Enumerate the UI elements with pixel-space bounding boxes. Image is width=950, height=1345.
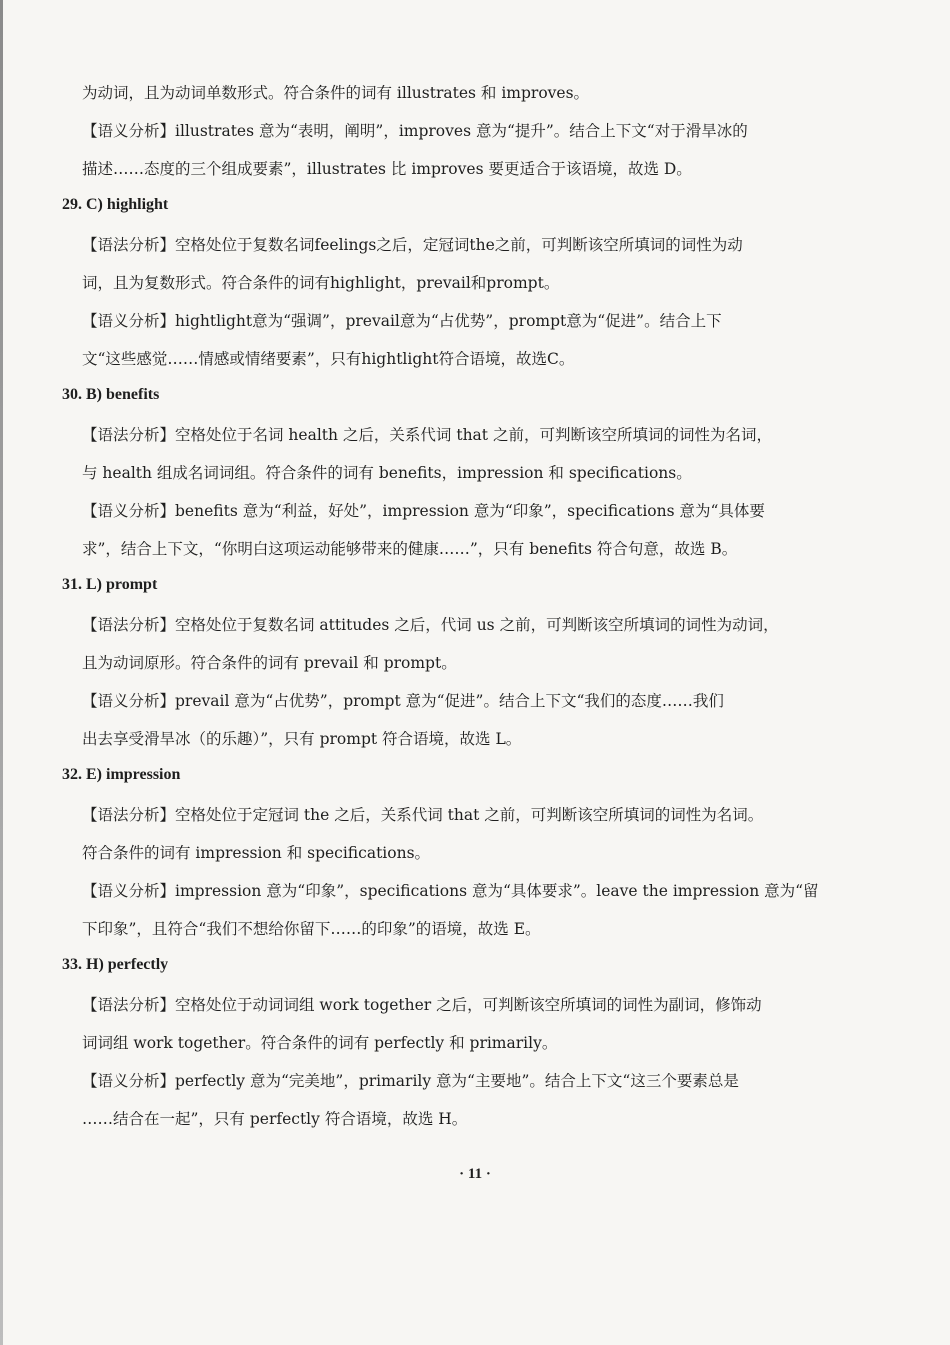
text-line: 【语法分析】空格处位于复数名词feelings之后，定冠词the之前，可判断该空所填词的词性为动 xyxy=(82,236,743,254)
text-line: 【语法分析】空格处位于定冠词 the 之后，关系代词 that 之前，可判断该空所填词的词性为名词。 xyxy=(82,806,764,824)
text-line: 词词组 work together。符合条件的词有 perfectly 和 primarily。 xyxy=(82,1034,558,1052)
text-line: 词，且为复数形式。符合条件的词有highlight，prevail和prompt。 xyxy=(82,274,560,292)
scan-edge xyxy=(0,0,3,1345)
question-heading-29: 29. C) highlight xyxy=(62,196,169,213)
text-line: 出去享受滑旱冰（的乐趣）”，只有 prompt 符合语境，故选 L。 xyxy=(82,730,522,748)
text-line: 【语义分析】impression 意为“印象”，specifications 意为“具体要求”。leave the impression 意为“留 xyxy=(82,882,819,900)
question-heading-32: 32. E) impression xyxy=(62,766,181,783)
text-line: 【语法分析】空格处位于复数名词 attitudes 之后，代词 us 之前，可判断该空所填词的词性为动词， xyxy=(82,616,779,634)
question-heading-30: 30. B) benefits xyxy=(62,386,160,403)
page-number: · 11 · xyxy=(459,1166,491,1182)
text-line: 文“这些感觉……情感或情绪要素”，只有hightlight符合语境，故选C。 xyxy=(82,350,575,368)
question-heading-33: 33. H) perfectly xyxy=(62,956,169,973)
text-line: ……结合在一起”，只有 perfectly 符合语境，故选 H。 xyxy=(82,1110,468,1128)
text-line: 【语法分析】空格处位于名词 health 之后，关系代词 that 之前，可判断该空所填词的词性为名词， xyxy=(82,426,772,444)
text-line: 【语义分析】prevail 意为“占优势”，prompt 意为“促进”。结合上下文“我们的态度……我们 xyxy=(82,692,724,710)
question-heading-31: 31. L) prompt xyxy=(62,576,158,593)
text-line: 下印象”，且符合“我们不想给你留下……的印象”的语境，故选 E。 xyxy=(82,920,541,938)
text-line: 描述……态度的三个组成要素”，illustrates 比 improves 要更适合于该语境，故选 D。 xyxy=(82,160,692,178)
text-line: 为动词，且为动词单数形式。符合条件的词有 illustrates 和 improves。 xyxy=(82,84,590,102)
text-line: 【语义分析】perfectly 意为“完美地”，primarily 意为“主要地”。结合上下文“这三个要素总是 xyxy=(82,1072,739,1090)
text-line: 且为动词原形。符合条件的词有 prevail 和 prompt。 xyxy=(82,654,457,672)
text-line: 【语义分析】benefits 意为“利益，好处”，impression 意为“印象”，specifications 意为“具体要 xyxy=(82,502,765,520)
text-line: 与 health 组成名词词组。符合条件的词有 benefits，impression 和 specifications。 xyxy=(82,464,692,482)
text-line: 求”，结合上下文，“你明白这项运动能够带来的健康……”，只有 benefits 符合句意，故选 B。 xyxy=(82,540,738,558)
text-line: 符合条件的词有 impression 和 specifications。 xyxy=(82,844,431,862)
text-line: 【语法分析】空格处位于动词词组 work together 之后，可判断该空所填词的词性为副词，修饰动 xyxy=(82,996,762,1014)
text-line: 【语义分析】hightlight意为“强调”，prevail意为“占优势”，prompt意为“促进”。结合上下 xyxy=(82,312,722,330)
text-line: 【语义分析】illustrates 意为“表明，阐明”，improves 意为“提升”。结合上下文“对于滑旱冰的 xyxy=(82,122,748,140)
